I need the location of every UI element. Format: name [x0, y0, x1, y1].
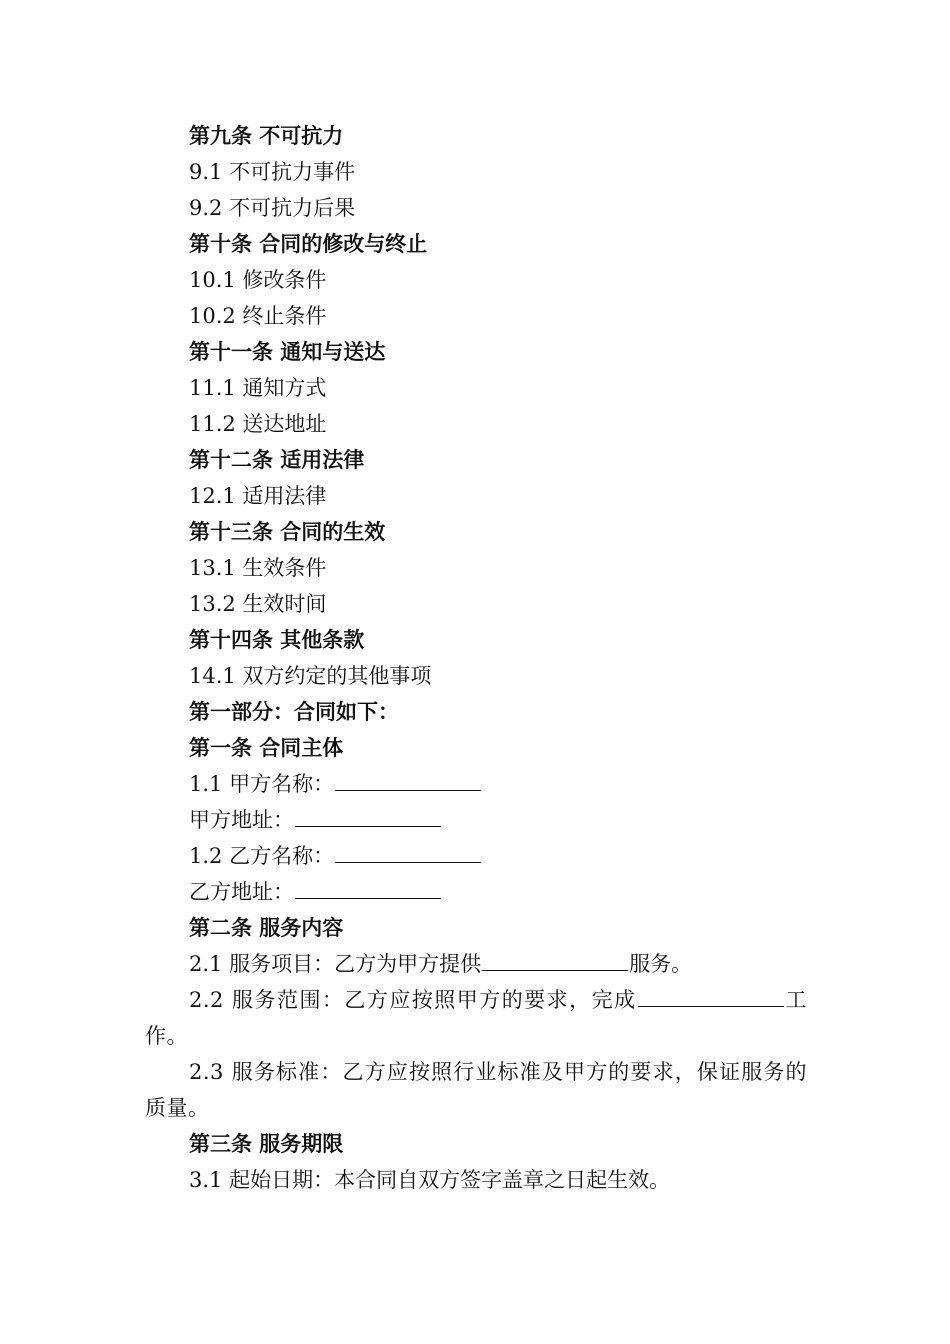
party-a-name-label: 1.1 甲方名称： — [189, 772, 335, 796]
clause-text: 工作。 — [145, 988, 808, 1048]
clause-line: 3.1 起始日期：本合同自双方签字盖章之日起生效。 — [189, 1168, 671, 1192]
party-a-address-label: 甲方地址： — [189, 808, 294, 832]
fill-in-blank — [295, 806, 441, 827]
party-b-address-label: 乙方地址： — [189, 880, 294, 904]
clause-text: 2.1 服务项目：乙方为甲方提供 — [189, 952, 482, 976]
fill-in-blank — [482, 950, 628, 971]
clause-paragraph: 2.3 服务标准：乙方应按照行业标准及甲方的要求，保证服务的质量。 — [145, 1060, 807, 1120]
article-heading: 第一条 合同主体 — [189, 735, 344, 760]
clause-line: 10.2 终止条件 — [189, 304, 327, 328]
article-heading: 第十条 合同的修改与终止 — [189, 231, 428, 256]
field-line — [145, 838, 807, 874]
fill-in-blank — [335, 842, 481, 863]
field-line — [145, 766, 807, 802]
article-heading: 第十三条 合同的生效 — [189, 519, 386, 544]
article-heading: 第十一条 通知与送达 — [189, 339, 386, 364]
clause-line: 9.1 不可抗力事件 — [189, 160, 356, 184]
article-heading: 第十四条 其他条款 — [189, 627, 365, 652]
clause-line: 11.1 通知方式 — [189, 376, 327, 400]
field-line — [145, 802, 807, 838]
clause-line: 10.1 修改条件 — [189, 268, 327, 292]
field-line — [145, 874, 807, 910]
clause-line: 13.2 生效时间 — [189, 592, 327, 616]
fill-in-blank — [335, 770, 481, 791]
clause-text: 服务。 — [629, 952, 693, 976]
clause-line: 9.2 不可抗力后果 — [189, 196, 356, 220]
clause-line — [145, 946, 807, 982]
clause-text: 2.2 服务范围：乙方应按照甲方的要求，完成 — [189, 988, 637, 1012]
article-heading: 第十二条 适用法律 — [189, 447, 365, 472]
clause-line: 11.2 送达地址 — [189, 412, 327, 436]
article-heading: 第三条 服务期限 — [189, 1131, 344, 1156]
article-heading: 第二条 服务内容 — [189, 915, 344, 940]
clause-paragraph — [145, 982, 807, 1054]
clause-line: 13.1 生效条件 — [189, 556, 327, 580]
document-body — [145, 118, 807, 1198]
clause-line: 14.1 双方约定的其他事项 — [189, 664, 432, 688]
fill-in-blank — [638, 986, 784, 1007]
article-heading: 第九条 不可抗力 — [189, 123, 344, 148]
part-heading: 第一部分：合同如下： — [189, 699, 399, 724]
fill-in-blank — [295, 878, 441, 899]
party-b-name-label: 1.2 乙方名称： — [189, 844, 335, 868]
clause-line: 12.1 适用法律 — [189, 484, 327, 508]
